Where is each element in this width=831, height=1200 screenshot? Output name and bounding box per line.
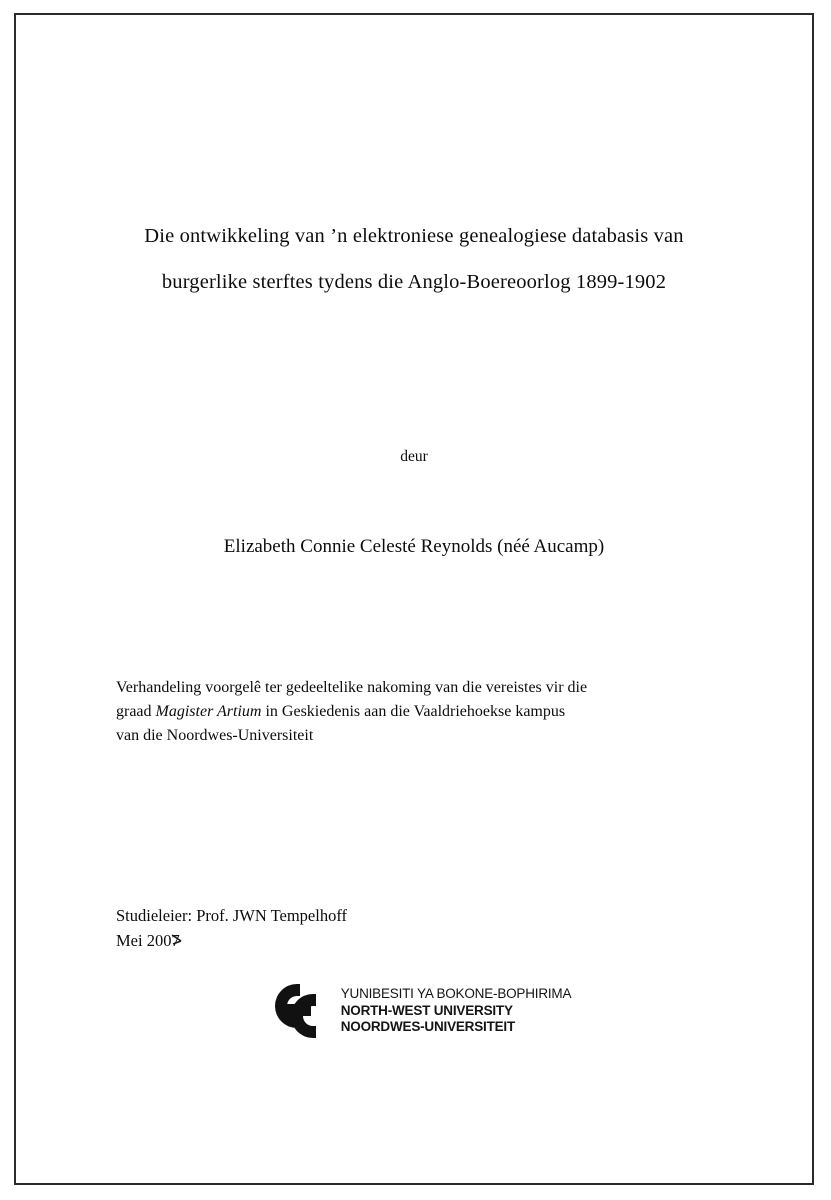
logo-text-block [341, 986, 572, 1036]
statement-line-2 [116, 700, 717, 724]
degree-name: Magister Artium [155, 703, 262, 720]
page-border [14, 13, 814, 1185]
author-name: Elizabeth Connie Celesté Reynolds (néé Aucamp) [223, 536, 605, 557]
supervisor-and-date [116, 903, 347, 953]
nwu-logo-icon [257, 980, 333, 1042]
date-line [116, 928, 180, 953]
supervisor-line: Studieleier: Prof. JWN Tempelhoff [116, 906, 348, 925]
pen-strike-mark-icon [171, 934, 183, 946]
logo-line-1: YUNIBESITI YA BOKONE-BOPHIRIMA [340, 986, 572, 1002]
date-text: Mei 2007 [116, 931, 180, 950]
degree-statement [116, 676, 717, 748]
document-title [102, 213, 726, 305]
statement-line-3: van die Noordwes-Universiteit [116, 727, 314, 744]
title-line-2: burgerlike sterftes tydens die Anglo-Boereoorlog 1899-1902 [161, 271, 667, 293]
university-logo [16, 980, 812, 1042]
logo-line-3: NOORDWES-UNIVERSITEIT [340, 1019, 516, 1035]
statement-line-2-suffix: in Geskiedenis aan die Vaaldriehoekse kampus [261, 703, 566, 720]
statement-line-1: Verhandeling voorgelê ter gedeeltelike nakoming van die vereistes vir die [116, 679, 588, 696]
title-line-1: Die ontwikkeling van ’n elektroniese genealogiese databasis van [144, 225, 684, 247]
byline-label: deur [400, 448, 428, 465]
statement-line-2-prefix: graad [116, 703, 156, 720]
page-content [16, 15, 812, 1183]
logo-line-2: NORTH-WEST UNIVERSITY [340, 1002, 513, 1018]
